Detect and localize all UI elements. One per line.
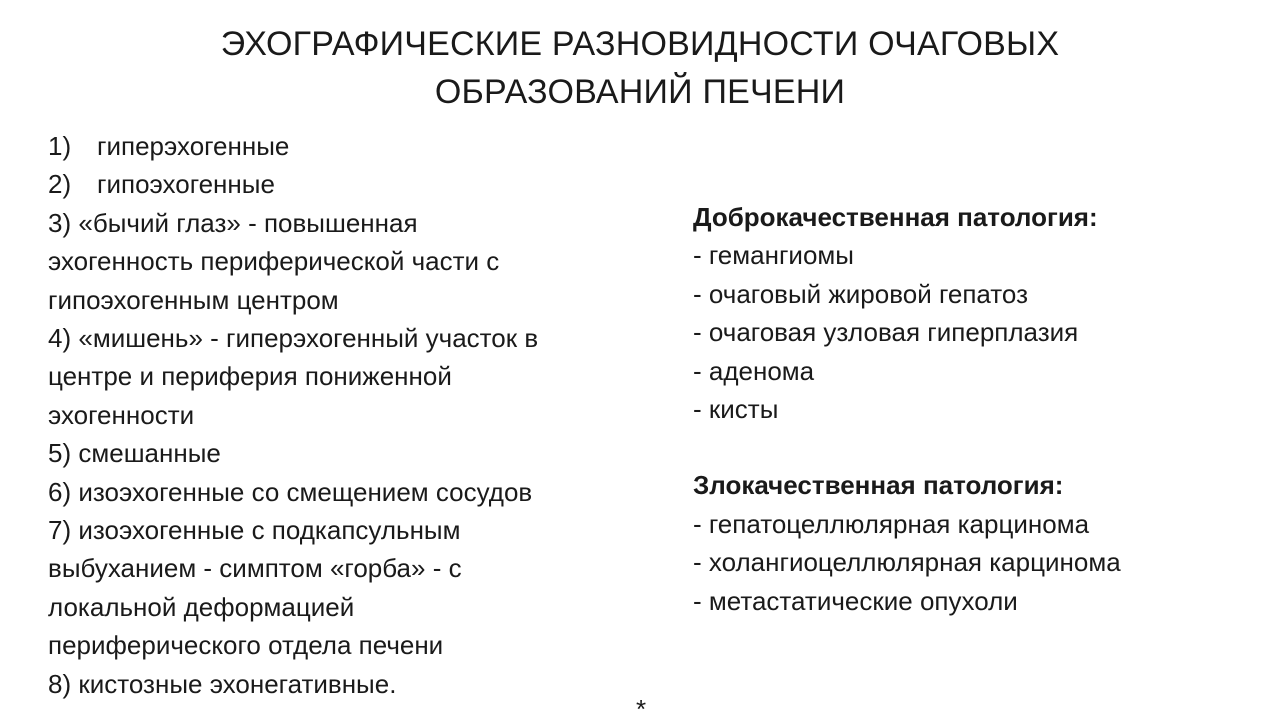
- list-item: - кисты: [693, 394, 779, 425]
- item-number: 4): [48, 323, 72, 354]
- item-text: изоэхогенные со смещением сосудов: [78, 476, 533, 507]
- item-text: кистозные эхонегативные.: [78, 668, 397, 699]
- item-text: локальной деформацией: [48, 591, 355, 622]
- list-item: [48, 127, 638, 165]
- item-number: 1): [48, 131, 72, 161]
- item-text: гипоэхогенным центром: [48, 284, 339, 315]
- malignant-list: [693, 505, 1253, 620]
- item-number: 6): [48, 476, 72, 507]
- list-item: - метастатические опухоли: [693, 585, 1018, 616]
- slide-title: [0, 20, 1280, 116]
- benign-group: [693, 198, 1253, 428]
- list-item: - аденома: [693, 355, 815, 386]
- list-item: [48, 434, 638, 472]
- list-item: - гемангиомы: [693, 240, 854, 271]
- item-text: гиперэхогенные: [97, 131, 290, 161]
- item-text: гипоэхогенные: [97, 169, 275, 200]
- item-text: изоэхогенные с подкапсульным: [78, 515, 461, 546]
- item-text: смешанные: [78, 438, 221, 469]
- benign-heading: Доброкачественная патология:: [693, 202, 1098, 232]
- item-text: центре и периферия пониженной: [48, 361, 452, 392]
- footnote-asterisk: *: [635, 694, 647, 724]
- item-number: 7): [48, 515, 72, 546]
- item-number: 3): [48, 207, 72, 238]
- list-item: [48, 319, 638, 434]
- list-item: [48, 511, 638, 665]
- echo-types-list: [48, 127, 638, 703]
- list-item: - гепатоцеллюлярная карцинома: [693, 508, 1090, 539]
- item-text: «мишень» - гиперэхогенный участок в: [78, 323, 539, 354]
- title-line-2: ОБРАЗОВАНИЙ ПЕЧЕНИ: [434, 73, 846, 111]
- item-text: выбуханием - симптом «горба» - с: [48, 553, 462, 584]
- item-number: 2): [48, 169, 72, 200]
- list-item: [48, 473, 638, 511]
- title-line-1: ЭХОГРАФИЧЕСКИЕ РАЗНОВИДНОСТИ ОЧАГОВЫХ: [220, 25, 1060, 63]
- item-text: «бычий глаз» - повышенная: [78, 207, 418, 238]
- item-text: эхогенности: [48, 399, 195, 430]
- list-item: [48, 204, 638, 319]
- list-item: [48, 165, 638, 203]
- item-number: 8): [48, 668, 72, 699]
- item-text: эхогенность периферической части с: [48, 246, 500, 277]
- malignant-group: [693, 466, 1253, 620]
- malignant-heading: Злокачественная патология:: [693, 470, 1064, 501]
- item-number: 5): [48, 438, 72, 469]
- item-text: периферического отдела печени: [48, 630, 444, 661]
- list-item: - очаговый жировой гепатоз: [693, 278, 1029, 309]
- pathology-block: [693, 198, 1253, 620]
- benign-list: [693, 236, 1253, 428]
- list-item: - очаговая узловая гиперплазия: [693, 317, 1079, 348]
- list-item: [48, 665, 638, 703]
- list-item: - холангиоцеллюлярная карцинома: [693, 547, 1121, 578]
